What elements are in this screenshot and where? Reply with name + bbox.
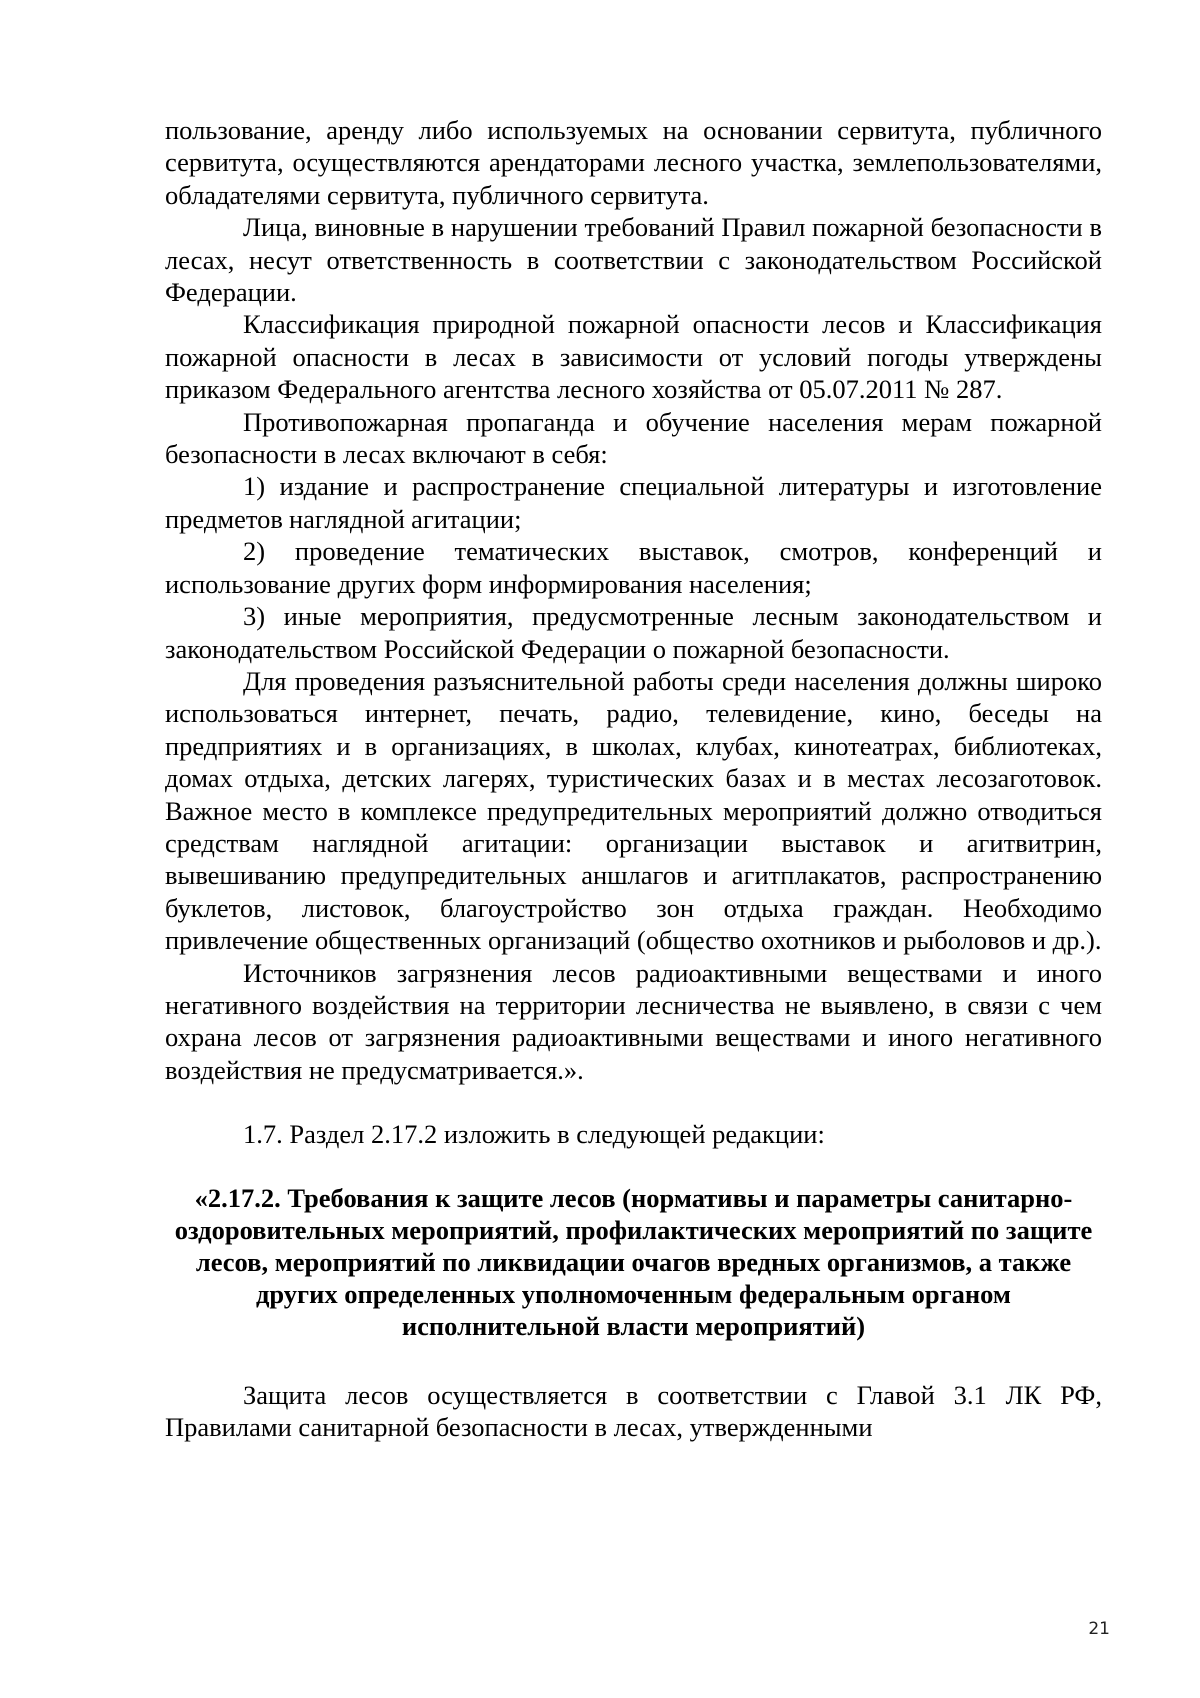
section-heading-2-17-2: «2.17.2. Требования к защите лесов (нормативы и параметры санитарно-оздоровительных мероприятий, профилактических мероприятий по защите лесов, мероприятий по ликвидации очагов вредных организмов, а также других определенных уполномоченным федеральным органом исполнительной власти мероприятий) bbox=[174, 1182, 1093, 1342]
list-item-3: 3) иные мероприятия, предусмотренные лесным законодательством и законодательством Российской Федерации о пожарной безопасности. bbox=[165, 601, 1102, 664]
paragraph-outreach-work: Для проведения разъяснительной работы среди населения должны широко использоваться интернет, печать, радио, телевидение, кино, беседы на предприятиях и в организациях, в школах, клубах, кинотеатрах, библиотеках, домах отдыха, детских лагерях, туристических базах и в местах лесозаготовок. Важное место в комплексе предупредительных мероприятий должно отводиться средствам наглядной агитации: организации выставок и агитвитрин, вывешиванию предупредительных аншлагов и агитплакатов, распространению буклетов, листовок, благоустройство зон отдыха граждан. Необходимо привлечение общественных организаций (общество охотников и рыболовов и др.). bbox=[165, 665, 1102, 956]
paragraph-forest-protection: Защита лесов осуществляется в соответствии с Главой 3.1 ЛК РФ, Правилами санитарной безопасности в лесах, утвержденными bbox=[165, 1379, 1102, 1443]
paragraph-fire-classification: Классификация природной пожарной опасности лесов и Классификация пожарной опасности в лесах в зависимости от условий погоды утверждены приказом Федерального агентства лесного хозяйства от 05.07.2011 № 287. bbox=[165, 309, 1102, 405]
list-item-1: 1) издание и распространение специальной литературы и изготовление предметов наглядной агитации; bbox=[165, 471, 1102, 534]
paragraph-amendment-1-7: 1.7. Раздел 2.17.2 изложить в следующей редакции: bbox=[243, 1119, 825, 1150]
list-item-2: 2) проведение тематических выставок, смотров, конференций и использование других форм информирования населения; bbox=[165, 536, 1102, 599]
paragraph-radioactive-pollution: Источников загрязнения лесов радиоактивными веществами и иного негативного воздействия на территории лесничества не выявлено, в связи с чем охрана лесов от загрязнения радиоактивными веществами и иного негативного воздействия не предусматривается.». bbox=[165, 957, 1102, 1085]
document-body bbox=[165, 114, 1102, 1443]
paragraph-lease-users: пользование, аренду либо используемых на основании сервитута, публичного сервитута, осуществляются арендаторами лесного участка, землепользователями, обладателями сервитута, публичного сервитута. bbox=[165, 115, 1102, 210]
page-number: 21 bbox=[1088, 1619, 1110, 1639]
paragraph-liability: Лица, виновные в нарушении требований Правил пожарной безопасности в лесах, несут ответственность в соответствии с законодательством Российской Федерации. bbox=[165, 212, 1102, 308]
paragraph-fire-propaganda: Противопожарная пропаганда и обучение населения мерам пожарной безопасности в лесах включают в себя: bbox=[165, 406, 1102, 470]
